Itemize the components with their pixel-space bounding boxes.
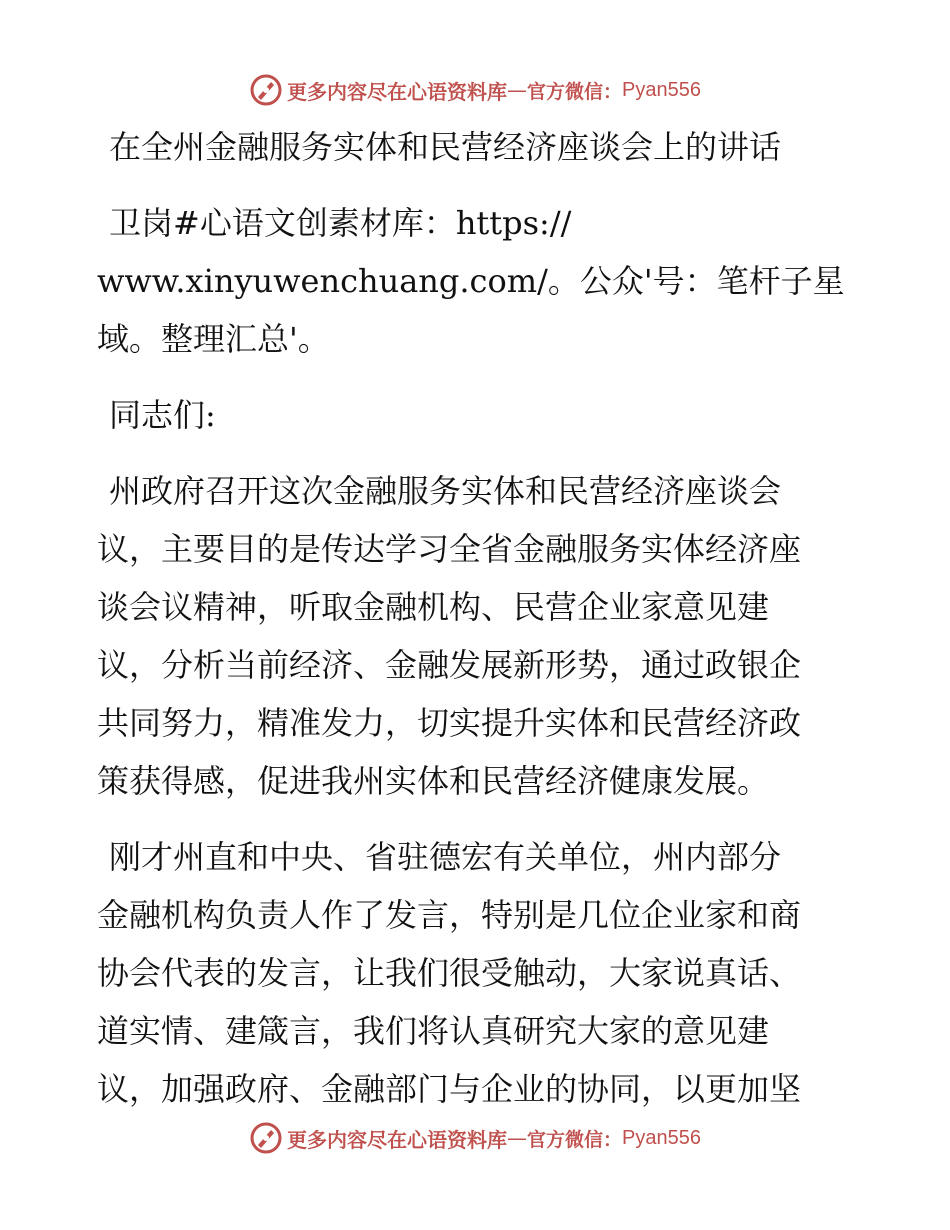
paragraph-line: 议，分析当前经济、金融发展新形势，通过政银企 xyxy=(97,646,802,684)
banner-label: 官方微信： xyxy=(527,80,623,103)
salutation: 同志们: xyxy=(109,396,216,434)
paragraph-line: 议，主要目的是传达学习全省金融服务实体经济座 xyxy=(97,530,802,568)
paragraph-line: 议，加强政府、金融部门与企业的协同，以更加坚 xyxy=(97,1070,802,1108)
footer-banner xyxy=(0,1118,950,1158)
paragraph-line: 策获得感，促进我州实体和民营经济健康发展。 xyxy=(97,762,770,800)
document-title: 在全州金融服务实体和民营经济座谈会上的讲话 xyxy=(109,128,782,166)
paragraph-line: 金融机构负责人作了发言，特别是几位企业家和商 xyxy=(97,896,802,934)
pen-logo-icon xyxy=(249,73,283,107)
banner-wechat-id: Pyan556 xyxy=(622,1126,701,1149)
header-banner xyxy=(0,70,950,110)
author-line: 卫岗#心语文创素材库：https:// xyxy=(109,204,572,242)
paragraph-line: 州政府召开这次金融服务实体和民营经济座谈会 xyxy=(109,472,782,510)
banner-label: 官方微信： xyxy=(527,1128,623,1151)
paragraph-line: 共同努力，精准发力，切实提升实体和民营经济政 xyxy=(97,704,802,742)
paragraph-2 xyxy=(97,828,857,1118)
banner-separator: — xyxy=(507,78,527,102)
paragraph-line: 协会代表的发言，让我们很受触动，大家说真话、 xyxy=(97,954,802,992)
banner-text: 更多内容尽在心语资料库 xyxy=(287,79,507,104)
pen-logo-icon xyxy=(249,1121,283,1155)
author-line: www.xinyuwenchuang.com/。公众'号：笔杆子星 xyxy=(97,262,845,300)
document-body xyxy=(97,118,857,1118)
banner-wechat-id: Pyan556 xyxy=(622,78,701,101)
paragraph-line: 谈会议精神，听取金融机构、民营企业家意见建 xyxy=(97,588,770,626)
paragraph-1 xyxy=(97,462,857,810)
author-block xyxy=(97,194,857,368)
banner-text: 更多内容尽在心语资料库 xyxy=(287,1127,507,1152)
paragraph-line: 刚才州直和中央、省驻德宏有关单位，州内部分 xyxy=(109,838,782,876)
author-line: 域。整理汇总'。 xyxy=(97,320,330,358)
banner-separator: — xyxy=(507,1126,527,1150)
paragraph-line: 道实情、建箴言，我们将认真研究大家的意见建 xyxy=(97,1012,770,1050)
